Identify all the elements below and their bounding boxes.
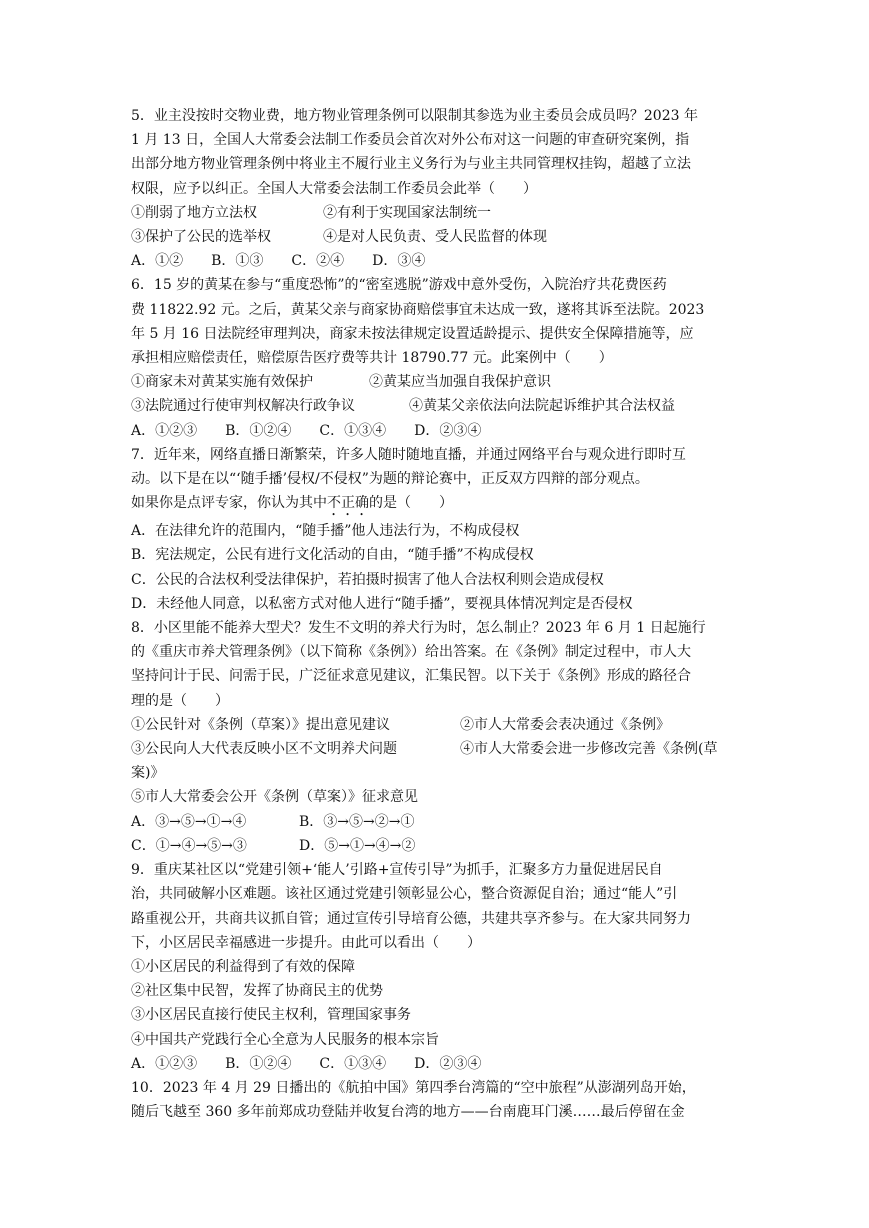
question-5-item-4: ④是对人民负责、受人民监督的体现 xyxy=(323,229,547,246)
question-5-stem-line: 5．业主没按时交物业费，地方物业管理条例可以限制其参选为业主委员会成员吗？2023 年 xyxy=(131,108,698,124)
question-5-item-2: ②有利于实现国家法制统一 xyxy=(323,204,491,221)
question-9-item-4: ④中国共产党践行全心全意为人民服务的根本宗旨 xyxy=(131,1031,439,1048)
question-8-choices-row xyxy=(131,834,741,858)
question-5-items-row xyxy=(131,201,741,225)
question-5-stem-line: 权限，应予以纠正。全国人大常委会法制工作委员会此举（ ） xyxy=(131,180,537,197)
question-7-stem-text: 的是（ ） xyxy=(369,495,453,512)
question-6-stem-line: 6．15 岁的黄某在参与“重度恐怖”的“密室逃脱”游戏中意外受伤，入院治疗共花费医药 xyxy=(131,277,667,294)
question-8-item-4: ④市人大常委会进一步修改完善《条例(草 xyxy=(460,741,718,758)
question-8-item-3: ③公民向人大代表反映小区不文明养犬问题 xyxy=(131,741,397,758)
question-5-items-row xyxy=(131,225,741,249)
question-8-stem-line: 8．小区里能不能养大型犬？发生不文明的养犬行为时，怎么制止？2023 年 6 月 1 日起施行 xyxy=(131,620,706,637)
question-6-stem-line: 承担相应赔偿责任，赔偿原告医疗费等共计 18790.77 元。此案例中（ ） xyxy=(131,350,613,367)
question-6 xyxy=(131,273,741,442)
question-8-choices-row xyxy=(131,810,741,834)
question-7-stem-line: 动。以下是在以“‘随手播’侵权/不侵权”为题的辩论赛中，正反双方四辩的部分观点。 xyxy=(131,471,649,488)
question-8-choice-b: B．③→⑤→②→① xyxy=(299,813,415,830)
question-7-option-c: C．公民的合法权利受法律保护，若拍摄时损害了他人合法权利则会造成侵权 xyxy=(131,571,604,588)
question-9-stem-line: 9．重庆某社区以“党建引领+‘能人’引路+宣传引导”为抓手，汇聚多方力量促进居民自 xyxy=(131,862,663,879)
question-7-option-a: A．在法律允许的范围内，“随手播”他人违法行为，不构成侵权 xyxy=(131,523,520,540)
question-7-option-d: D．未经他人同意，以私密方式对他人进行“随手播”，要视具体情况判定是否侵权 xyxy=(131,595,633,612)
question-9-choices: A．①②③ B．①②④ C．①③④ D．②③④ xyxy=(131,1055,482,1072)
question-8-item-2: ②市人大常委会表决通过《条例》 xyxy=(460,716,670,733)
question-8-stem-line: 理的是（ ） xyxy=(131,692,229,709)
question-6-stem-line: 费 11822.92 元。之后，黄某父亲与商家协商赔偿事宜未达成一致，遂将其诉至法院。2023 xyxy=(131,301,705,318)
question-6-item-4: ④黄某父亲依法向法院起诉维护其合法权益 xyxy=(409,398,675,415)
question-8-choice-a: A．③→⑤→①→④ xyxy=(131,813,247,830)
question-8-choice-d: D．⑤→①→④→② xyxy=(299,837,416,854)
question-5-item-1: ①削弱了地方立法权 xyxy=(131,204,257,221)
question-5-stem-line: 1 月 13 日，全国人大常委会法制工作委员会首次对外公布对这一问题的审查研究案例，指 xyxy=(131,132,690,149)
question-10-stem-line: 10．2023 年 4 月 29 日播出的《航拍中国》第四季台湾篇的“空中旅程”从澎湖列岛开始， xyxy=(131,1079,696,1096)
question-6-items-row xyxy=(131,370,741,394)
question-9-stem-line: 下，小区居民幸福感进一步提升。由此可以看出（ ） xyxy=(131,934,481,951)
question-10 xyxy=(131,1076,741,1124)
question-9-item-2: ②社区集中民智，发挥了协商民主的优势 xyxy=(131,983,383,1000)
question-5 xyxy=(131,104,741,273)
question-5-item-3: ③保护了公民的选举权 xyxy=(131,229,271,246)
question-5-choices: A．①② B．①③ C．②④ D．③④ xyxy=(131,253,426,270)
question-9-stem-line: 治，共同破解小区难题。该社区通过党建引领彰显公心，整合资源促自治；通过“能人”引 xyxy=(131,886,678,903)
question-9-stem-line: 路重视公开，共商共议抓自管；通过宣传引导培育公德，共建共享齐参与。在大家共同努力 xyxy=(131,910,691,927)
question-8-item-1: ①公民针对《条例（草案）》提出意见建议 xyxy=(131,716,390,733)
question-8-stem-line: 的《重庆市养犬管理条例》（以下简称《条例》）给出答案。在《条例》制定过程中，市人大 xyxy=(131,644,691,661)
question-8-items-row xyxy=(131,737,741,761)
question-9-item-1: ①小区居民的利益得到了有效的保障 xyxy=(131,958,355,975)
question-7-emphasis: 不正确 xyxy=(327,495,369,512)
question-7 xyxy=(131,443,741,616)
question-8-item-4-wrap: 案)》 xyxy=(131,765,165,782)
question-5-stem-line: 出部分地方物业管理条例中将业主不履行业主义务行为与业主共同管理权挂钩，超越了立法 xyxy=(131,156,691,173)
question-9-item-3: ③小区居民直接行使民主权利，管理国家事务 xyxy=(131,1007,411,1024)
question-10-stem-line: 随后飞越至 360 多年前郑成功登陆并收复台湾的地方——台南鹿耳门溪……最后停留在金 xyxy=(131,1104,685,1121)
question-7-stem-text: 如果你是点评专家，你认为其中 xyxy=(131,495,327,512)
question-8 xyxy=(131,616,741,858)
question-6-item-1: ①商家未对黄某实施有效保护 xyxy=(131,374,313,391)
question-6-items-row xyxy=(131,394,741,418)
question-6-item-2: ②黄某应当加强自我保护意识 xyxy=(369,374,551,391)
question-8-stem-line: 坚持问计于民、问需于民，广泛征求意见建议，汇集民智。以下关于《条例》形成的路径合 xyxy=(131,668,691,685)
question-9 xyxy=(131,858,741,1076)
exam-page xyxy=(131,104,741,1124)
question-8-choice-c: C．①→④→⑤→③ xyxy=(131,837,247,854)
question-7-stem-last-line xyxy=(131,491,741,519)
question-6-item-3: ③法院通过行使审判权解决行政争议 xyxy=(131,398,355,415)
question-6-stem-line: 年 5 月 16 日法院经审理判决，商家未按法律规定设置适龄提示、提供安全保障措施等，应 xyxy=(131,325,694,342)
question-6-choices: A．①②③ B．①②④ C．①③④ D．②③④ xyxy=(131,422,482,439)
question-8-items-row xyxy=(131,713,741,737)
question-7-stem-line: 7．近年来，网络直播日渐繁荣，许多人随时随地直播，并通过网络平台与观众进行即时互 xyxy=(131,446,686,463)
question-8-item-5: ⑤市人大常委会公开《条例（草案）》征求意见 xyxy=(131,789,418,806)
question-7-option-b: B．宪法规定，公民有进行文化活动的自由，“随手播”不构成侵权 xyxy=(131,547,534,564)
